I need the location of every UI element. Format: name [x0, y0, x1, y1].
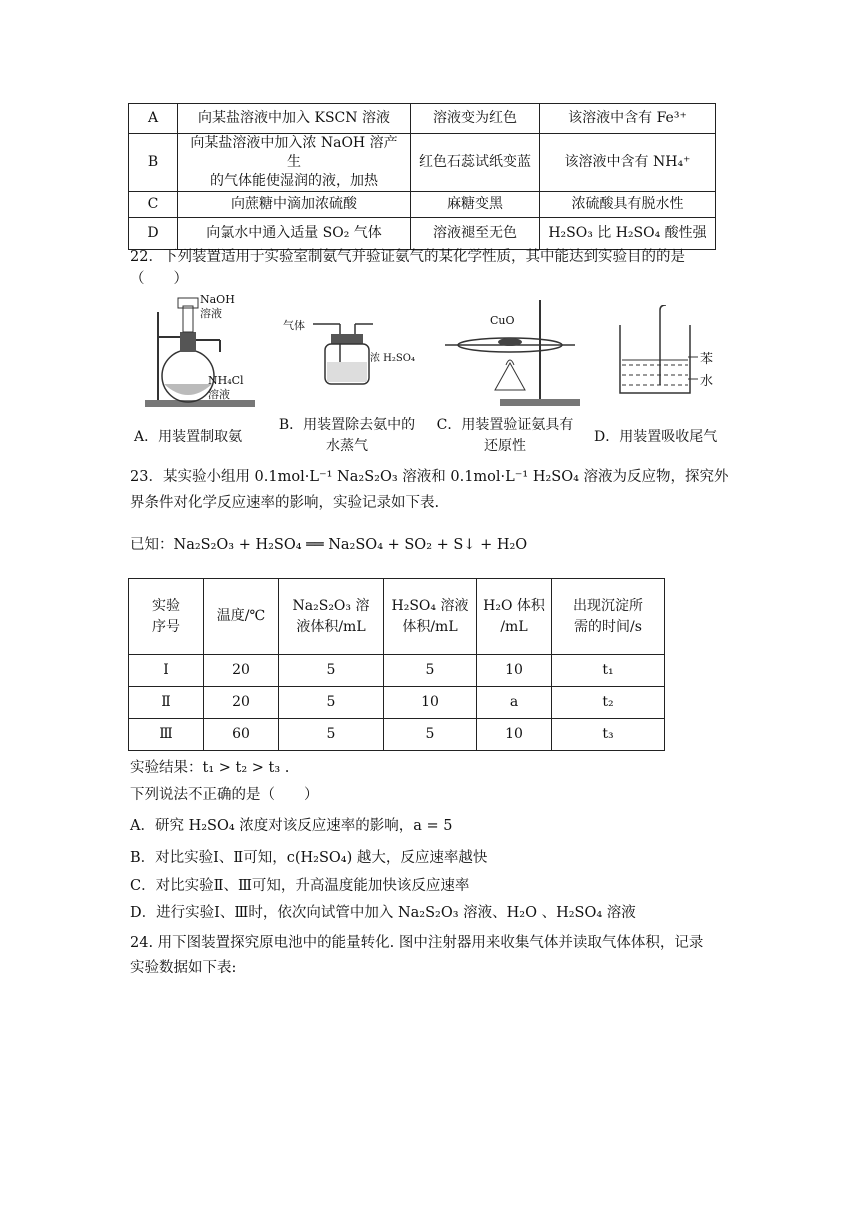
header-cell: [477, 579, 552, 655]
row-id: A: [129, 104, 178, 134]
q24-line2: 实验数据如下表:: [130, 960, 237, 976]
reagent-table: [128, 103, 716, 250]
header-line: 体积/mL: [402, 618, 458, 635]
table-cell: 10: [477, 655, 552, 687]
fig-d-benzene-label: 苯: [700, 352, 714, 367]
fig-a-nh4cl-label: [208, 374, 244, 402]
q24-line1: 24. 用下图装置探究原电池中的能量转化. 图中注射器用来收集气体并读取气体体积，记录: [130, 935, 704, 951]
table-cell: 10: [384, 687, 477, 719]
table-cell: t₂: [552, 687, 665, 719]
experiment-table: [128, 578, 665, 751]
phenomenon: 麻糖变黑: [411, 192, 540, 218]
fig-a-label-line: NH₄Cl: [208, 374, 244, 387]
table-cell: 10: [477, 719, 552, 751]
option-c-line: 还原性: [484, 438, 526, 454]
row-id: D: [129, 218, 178, 250]
phenomenon: 溶液变为红色: [411, 104, 540, 134]
fig-d-water-label: 水: [700, 374, 714, 389]
phenomenon: 溶液褪至无色: [411, 218, 540, 250]
table-cell: 5: [279, 719, 384, 751]
header-line: H₂O 体积: [483, 597, 545, 614]
table-cell: 5: [384, 655, 477, 687]
conclusion: 该溶液中含有 NH₄⁺: [540, 134, 716, 192]
operation: [178, 134, 411, 192]
conclusion: H₂SO₃ 比 H₂SO₄ 酸性强: [540, 218, 716, 250]
operation-line: 的气体能使湿润的液，加热: [210, 173, 378, 189]
header-line: H₂SO₄ 溶液: [391, 597, 469, 614]
fig-a-label-line: 溶液: [208, 388, 230, 401]
header-cell: [204, 579, 279, 655]
q22-bracket: （ ）: [130, 271, 188, 287]
table-cell: Ⅱ: [129, 687, 204, 719]
table-cell: Ⅰ: [129, 655, 204, 687]
phenomenon: 红色石蕊试纸变蓝: [411, 134, 540, 192]
fig-a-label-line: NaOH: [200, 293, 235, 306]
header-cell: [384, 579, 477, 655]
fig-a-naoh-label: [200, 293, 235, 321]
q23-ask: 下列说法不正确的是（ ）: [130, 787, 319, 803]
operation: 向氯水中通入适量 SO₂ 气体: [178, 218, 411, 250]
operation: 向某盐溶液中加入 KSCN 溶液: [178, 104, 411, 134]
header-line: 实验: [152, 597, 180, 614]
operation: 向蔗糖中滴加浓硫酸: [178, 192, 411, 218]
fig-a-label-line: 溶液: [200, 307, 222, 320]
q23-line1: 23．某实验小组用 0.1mol·L⁻¹ Na₂S₂O₃ 溶液和 0.1mol·L⁻¹ H₂SO₄ 溶液为反应物，探究外: [130, 469, 729, 485]
table-cell: t₁: [552, 655, 665, 687]
choice-c: C．对比实验Ⅱ、Ⅲ可知，升高温度能加快该反应速率: [130, 878, 470, 894]
option-b-line: B．用装置除去氨中的: [278, 417, 416, 433]
fig-b-gas-label: 气体: [283, 319, 305, 332]
figure-cuo-reduction: [440, 295, 585, 410]
header-cell: [552, 579, 665, 655]
header-line: Na₂S₂O₃ 溶: [292, 597, 370, 614]
q23-known: [130, 535, 527, 555]
header-cell: [279, 579, 384, 655]
row-id: C: [129, 192, 178, 218]
fig-b-acid-label: 浓 H₂SO₄: [370, 353, 415, 364]
header-line: 需的时间/s: [574, 618, 642, 635]
choice-a: A．研究 H₂SO₄ 浓度对该反应速率的影响，a = 5: [130, 818, 453, 834]
table-cell: 5: [279, 687, 384, 719]
option-a: A．用装置制取氨: [134, 429, 243, 445]
header-line: 液体积/mL: [296, 618, 366, 635]
conclusion: 浓硫酸具有脱水性: [540, 192, 716, 218]
table-cell: t₃: [552, 719, 665, 751]
known-label: 已知：: [130, 537, 174, 553]
header-line: 序号: [152, 618, 180, 635]
option-b-line: 水蒸气: [326, 438, 368, 454]
table-cell: 5: [279, 655, 384, 687]
q23-line2: 界条件对化学反应速率的影响，实验记录如下表.: [130, 495, 440, 511]
table-cell: 20: [204, 655, 279, 687]
table-cell: Ⅲ: [129, 719, 204, 751]
table-cell: 5: [384, 719, 477, 751]
table-cell: 60: [204, 719, 279, 751]
table-cell: 20: [204, 687, 279, 719]
fig-c-cuo-label: CuO: [490, 314, 515, 327]
option-c-line: C．用装置验证氨具有: [436, 417, 574, 433]
operation-line: 向某盐溶液中加入浓 NaOH 溶产生: [190, 135, 398, 170]
q22-stem: 22．下列装置适用于实验室制氨气并验证氨气的某化学性质，其中能达到实验目的的是: [130, 249, 685, 265]
conclusion: 该溶液中含有 Fe³⁺: [540, 104, 716, 134]
option-b: [272, 415, 422, 457]
option-c: [430, 415, 580, 457]
reaction-equation: Na₂S₂O₃ + H₂SO₄ ══ Na₂SO₄ + SO₂ + S↓ + H₂O: [173, 537, 528, 553]
option-d: D．用装置吸收尾气: [594, 429, 718, 445]
header-cell: [129, 579, 204, 655]
experiment-result: 实验结果：t₁ > t₂ > t₃ .: [130, 760, 290, 776]
header-line: 温度/℃: [216, 608, 266, 624]
table-cell: a: [477, 687, 552, 719]
header-line: 出现沉淀所: [573, 597, 643, 614]
header-line: /mL: [500, 618, 528, 635]
row-id: B: [129, 134, 178, 192]
choice-d: D．进行实验Ⅰ、Ⅲ时，依次向试管中加入 Na₂S₂O₃ 溶液、H₂O 、H₂SO₄ 溶液: [130, 905, 636, 921]
choice-b: B．对比实验Ⅰ、Ⅱ可知，c(H₂SO₄) 越大，反应速率越快: [130, 850, 488, 866]
